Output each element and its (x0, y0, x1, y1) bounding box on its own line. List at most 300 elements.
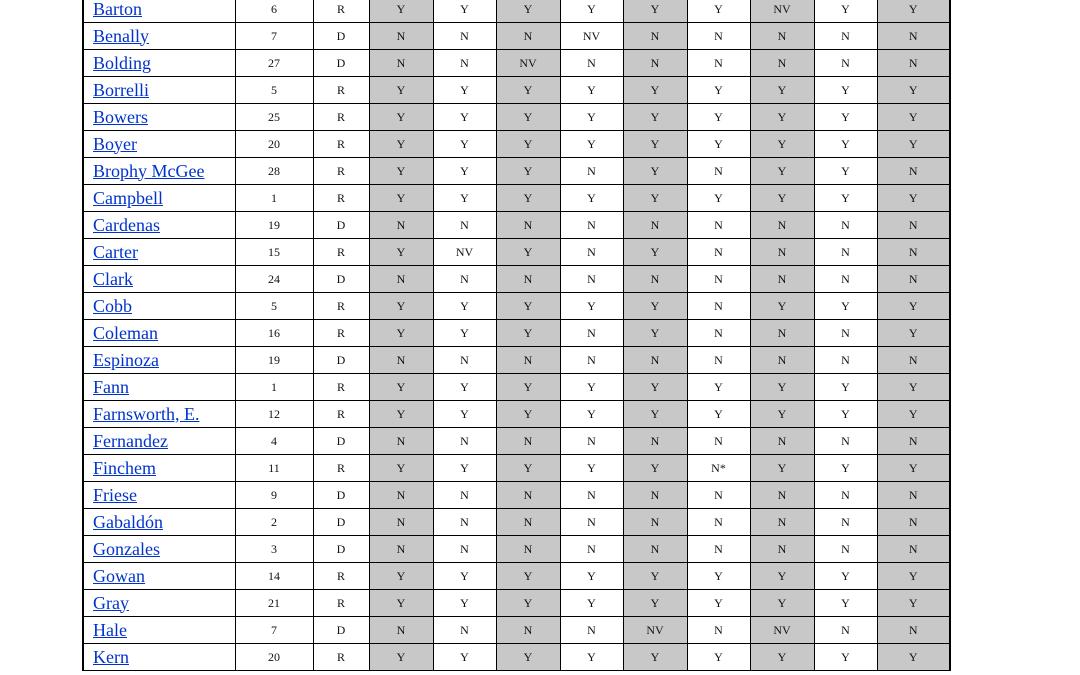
vote-cell: Y (877, 590, 950, 617)
vote-cell: Y (687, 374, 750, 401)
vote-cell: N (623, 266, 687, 293)
vote-cell: N (687, 50, 750, 77)
district-cell: 1 (235, 374, 313, 401)
vote-cell: N (814, 320, 877, 347)
vote-cell: Y (560, 590, 623, 617)
vote-cell: NV (750, 0, 814, 23)
vote-cell: N (560, 158, 623, 185)
party-cell: R (313, 320, 369, 347)
legislator-link[interactable]: Fernandez (93, 430, 168, 451)
vote-cell: Y (623, 293, 687, 320)
vote-cell: N (750, 212, 814, 239)
legislator-name-cell (83, 212, 235, 239)
vote-cell: N (877, 509, 950, 536)
vote-cell: N (560, 509, 623, 536)
table-row (83, 212, 950, 239)
party-cell: R (313, 374, 369, 401)
legislator-name-cell (83, 293, 235, 320)
vote-cell: Y (496, 0, 560, 23)
vote-cell: Y (496, 158, 560, 185)
district-cell: 15 (235, 239, 313, 266)
vote-cell: Y (560, 77, 623, 104)
district-cell: 9 (235, 482, 313, 509)
district-cell: 19 (235, 212, 313, 239)
vote-cell: Y (814, 77, 877, 104)
vote-cell: Y (877, 0, 950, 23)
district-cell: 20 (235, 131, 313, 158)
vote-cell: N (877, 239, 950, 266)
vote-cell: Y (750, 158, 814, 185)
legislator-link[interactable]: Campbell (93, 187, 163, 208)
vote-cell: Y (687, 77, 750, 104)
vote-cell: N (814, 266, 877, 293)
vote-cell: Y (433, 0, 496, 23)
vote-cell: Y (687, 590, 750, 617)
district-cell: 20 (235, 644, 313, 671)
vote-cell: N (750, 50, 814, 77)
district-cell: 7 (235, 23, 313, 50)
vote-cell: N (877, 482, 950, 509)
party-cell: R (313, 104, 369, 131)
table-row (83, 644, 950, 671)
vote-cell: N (623, 509, 687, 536)
legislator-name-cell (83, 158, 235, 185)
vote-cell: Y (433, 320, 496, 347)
vote-cell: Y (623, 239, 687, 266)
vote-cell: N (877, 50, 950, 77)
district-cell: 5 (235, 293, 313, 320)
table-row (83, 590, 950, 617)
legislator-name-cell (83, 104, 235, 131)
vote-cell: Y (623, 644, 687, 671)
district-cell: 5 (235, 77, 313, 104)
legislator-link[interactable]: Carter (93, 241, 138, 262)
vote-cell: Y (433, 590, 496, 617)
vote-cell: Y (433, 455, 496, 482)
vote-cell: N (496, 23, 560, 50)
party-cell: D (313, 23, 369, 50)
party-cell: D (313, 212, 369, 239)
party-cell: R (313, 0, 369, 23)
district-cell: 1 (235, 185, 313, 212)
vote-cell: Y (623, 401, 687, 428)
vote-cell: Y (623, 455, 687, 482)
table-row (83, 293, 950, 320)
vote-cell: N* (687, 455, 750, 482)
vote-cell: Y (623, 77, 687, 104)
vote-cell: NV (560, 23, 623, 50)
vote-cell: N (687, 23, 750, 50)
legislator-link[interactable]: Cobb (93, 295, 133, 316)
district-cell: 12 (235, 401, 313, 428)
legislator-name-cell (83, 455, 235, 482)
vote-cell: Y (369, 0, 433, 23)
legislator-link[interactable]: Bolding (93, 52, 152, 73)
legislator-name-cell (83, 131, 235, 158)
vote-cell: Y (496, 293, 560, 320)
vote-table-body (83, 0, 950, 671)
vote-cell: Y (814, 158, 877, 185)
vote-cell: N (496, 212, 560, 239)
party-cell: R (313, 77, 369, 104)
legislator-link[interactable]: Gowan (93, 565, 145, 586)
party-cell: D (313, 50, 369, 77)
vote-cell: N (623, 50, 687, 77)
vote-cell: Y (623, 374, 687, 401)
legislator-link[interactable]: Farnsworth, E. (93, 403, 200, 424)
vote-cell: N (560, 482, 623, 509)
vote-cell: Y (369, 320, 433, 347)
table-row (83, 0, 950, 23)
vote-cell: Y (560, 104, 623, 131)
table-row (83, 320, 950, 347)
vote-cell: N (750, 428, 814, 455)
vote-cell: N (687, 239, 750, 266)
vote-cell: Y (496, 104, 560, 131)
vote-cell: N (433, 50, 496, 77)
vote-cell: N (496, 428, 560, 455)
legislator-link[interactable]: Finchem (93, 457, 156, 478)
vote-cell: Y (687, 563, 750, 590)
legislator-name-cell (83, 563, 235, 590)
vote-cell: Y (877, 563, 950, 590)
district-cell: 14 (235, 563, 313, 590)
legislator-name-cell (83, 617, 235, 644)
vote-record-table (82, 0, 951, 671)
district-cell: 27 (235, 50, 313, 77)
vote-cell: Y (496, 131, 560, 158)
vote-cell: N (496, 347, 560, 374)
vote-cell: Y (750, 455, 814, 482)
legislator-link[interactable]: Benally (93, 25, 149, 46)
vote-cell: Y (623, 590, 687, 617)
legislator-link[interactable]: Hale (93, 619, 127, 640)
vote-cell: N (687, 212, 750, 239)
legislator-link[interactable]: Espinoza (93, 349, 159, 370)
vote-cell: Y (496, 185, 560, 212)
vote-cell: N (623, 23, 687, 50)
vote-cell: N (369, 212, 433, 239)
vote-cell: Y (369, 590, 433, 617)
legislator-name-cell (83, 23, 235, 50)
district-cell: 7 (235, 617, 313, 644)
vote-cell: Y (814, 0, 877, 23)
vote-cell: N (369, 509, 433, 536)
table-row (83, 428, 950, 455)
vote-cell: N (433, 509, 496, 536)
legislator-name-cell (83, 590, 235, 617)
vote-cell: N (623, 212, 687, 239)
vote-cell: N (687, 158, 750, 185)
vote-cell: N (369, 50, 433, 77)
vote-cell: N (687, 320, 750, 347)
vote-cell: N (560, 266, 623, 293)
vote-cell: N (687, 536, 750, 563)
vote-cell: Y (496, 239, 560, 266)
legislator-name-cell (83, 320, 235, 347)
vote-cell: N (369, 428, 433, 455)
vote-cell: Y (433, 293, 496, 320)
legislator-name-cell (83, 536, 235, 563)
vote-cell: N (560, 320, 623, 347)
district-cell: 11 (235, 455, 313, 482)
vote-cell: Y (814, 185, 877, 212)
table-row (83, 401, 950, 428)
vote-cell: Y (623, 185, 687, 212)
vote-cell: Y (623, 563, 687, 590)
vote-cell: Y (623, 158, 687, 185)
legislator-name-cell (83, 482, 235, 509)
vote-cell: N (877, 536, 950, 563)
vote-cell: Y (814, 293, 877, 320)
legislator-link[interactable]: Kern (93, 646, 129, 667)
party-cell: D (313, 617, 369, 644)
vote-cell: N (687, 509, 750, 536)
legislator-link[interactable]: Cardenas (93, 214, 160, 235)
vote-cell: Y (877, 401, 950, 428)
vote-cell: Y (560, 563, 623, 590)
vote-cell: Y (560, 185, 623, 212)
district-cell: 4 (235, 428, 313, 455)
legislator-link[interactable]: Boyer (93, 133, 137, 154)
vote-cell: N (433, 482, 496, 509)
vote-cell: N (877, 158, 950, 185)
legislator-link[interactable]: Friese (93, 484, 137, 505)
legislator-name-cell (83, 239, 235, 266)
vote-cell: NV (750, 617, 814, 644)
vote-cell: N (877, 617, 950, 644)
vote-cell: Y (877, 455, 950, 482)
party-cell: R (313, 455, 369, 482)
vote-cell: Y (687, 185, 750, 212)
legislator-link[interactable]: Bowers (93, 106, 148, 127)
vote-cell: N (750, 239, 814, 266)
vote-cell: Y (687, 644, 750, 671)
table-row (83, 374, 950, 401)
vote-cell: Y (750, 77, 814, 104)
table-row (83, 509, 950, 536)
legislator-name-cell (83, 374, 235, 401)
vote-cell: Y (369, 455, 433, 482)
vote-cell: Y (560, 293, 623, 320)
vote-cell: Y (433, 401, 496, 428)
vote-cell: Y (623, 320, 687, 347)
vote-cell: N (433, 536, 496, 563)
legislator-link[interactable]: Clark (93, 268, 133, 289)
vote-cell: N (750, 536, 814, 563)
legislator-name-cell (83, 185, 235, 212)
table-row (83, 158, 950, 185)
vote-cell: Y (750, 590, 814, 617)
legislator-link[interactable]: Coleman (93, 322, 158, 343)
legislator-link[interactable]: Gonzales (93, 538, 160, 559)
district-cell: 24 (235, 266, 313, 293)
party-cell: R (313, 185, 369, 212)
vote-cell: N (750, 347, 814, 374)
vote-cell: NV (433, 239, 496, 266)
vote-cell: N (750, 23, 814, 50)
vote-cell: N (687, 617, 750, 644)
vote-cell: N (814, 536, 877, 563)
vote-cell: Y (369, 563, 433, 590)
vote-cell: N (877, 347, 950, 374)
table-row (83, 536, 950, 563)
vote-cell: N (369, 347, 433, 374)
party-cell: D (313, 509, 369, 536)
vote-cell: Y (369, 374, 433, 401)
party-cell: R (313, 590, 369, 617)
vote-cell: Y (369, 239, 433, 266)
vote-cell: N (623, 347, 687, 374)
party-cell: R (313, 158, 369, 185)
legislator-link[interactable]: Fann (93, 376, 129, 397)
vote-cell: N (877, 212, 950, 239)
vote-cell: Y (496, 563, 560, 590)
vote-cell: N (496, 509, 560, 536)
vote-cell: N (687, 347, 750, 374)
vote-cell: N (560, 239, 623, 266)
legislator-name-cell (83, 77, 235, 104)
vote-cell: NV (496, 50, 560, 77)
legislator-name-cell (83, 428, 235, 455)
vote-cell: Y (814, 563, 877, 590)
vote-cell: Y (433, 185, 496, 212)
district-cell: 21 (235, 590, 313, 617)
vote-cell: Y (687, 131, 750, 158)
vote-cell: N (877, 428, 950, 455)
vote-cell: Y (814, 590, 877, 617)
vote-cell: N (814, 50, 877, 77)
legislator-link[interactable]: Borrelli (93, 79, 149, 100)
vote-cell: Y (433, 131, 496, 158)
vote-cell: N (750, 320, 814, 347)
vote-cell: Y (750, 185, 814, 212)
vote-cell: Y (369, 131, 433, 158)
vote-cell: Y (750, 374, 814, 401)
vote-cell: N (687, 428, 750, 455)
vote-cell: N (814, 347, 877, 374)
vote-cell: N (369, 617, 433, 644)
vote-cell: Y (496, 320, 560, 347)
table-row (83, 563, 950, 590)
vote-cell: Y (750, 104, 814, 131)
party-cell: R (313, 563, 369, 590)
table-row (83, 50, 950, 77)
table-row (83, 347, 950, 374)
legislator-name-cell (83, 509, 235, 536)
vote-cell: Y (433, 104, 496, 131)
vote-cell: N (560, 50, 623, 77)
legislator-link[interactable]: Gabaldón (93, 511, 163, 532)
vote-cell: N (623, 536, 687, 563)
vote-cell: Y (814, 104, 877, 131)
legislator-name-cell (83, 401, 235, 428)
vote-cell: Y (433, 77, 496, 104)
vote-cell: N (369, 536, 433, 563)
vote-cell: Y (369, 185, 433, 212)
legislator-name-cell (83, 644, 235, 671)
vote-cell: N (814, 239, 877, 266)
vote-cell: N (750, 266, 814, 293)
vote-cell: Y (750, 293, 814, 320)
table-row (83, 185, 950, 212)
vote-cell: Y (623, 0, 687, 23)
vote-cell: Y (496, 77, 560, 104)
district-cell: 25 (235, 104, 313, 131)
vote-cell: N (687, 482, 750, 509)
vote-cell: Y (750, 563, 814, 590)
legislator-name-cell (83, 347, 235, 374)
vote-cell: Y (814, 455, 877, 482)
district-cell: 28 (235, 158, 313, 185)
vote-cell: N (877, 266, 950, 293)
table-row (83, 104, 950, 131)
legislator-link[interactable]: Gray (93, 592, 129, 613)
vote-cell: Y (433, 644, 496, 671)
vote-cell: Y (814, 131, 877, 158)
vote-cell: Y (877, 185, 950, 212)
vote-cell: Y (877, 320, 950, 347)
vote-cell: N (433, 266, 496, 293)
vote-cell: N (496, 536, 560, 563)
vote-cell: Y (623, 131, 687, 158)
vote-cell: Y (877, 104, 950, 131)
district-cell: 6 (235, 0, 313, 23)
vote-cell: N (814, 212, 877, 239)
party-cell: R (313, 401, 369, 428)
vote-cell: N (814, 617, 877, 644)
vote-cell: Y (369, 104, 433, 131)
vote-cell: Y (433, 374, 496, 401)
vote-cell: N (560, 617, 623, 644)
district-cell: 2 (235, 509, 313, 536)
vote-cell: N (687, 293, 750, 320)
vote-cell: Y (877, 131, 950, 158)
table-row (83, 239, 950, 266)
vote-cell: Y (496, 644, 560, 671)
legislator-name-cell (83, 50, 235, 77)
legislator-link[interactable]: Barton (93, 0, 142, 19)
vote-cell: Y (750, 131, 814, 158)
district-cell: 3 (235, 536, 313, 563)
vote-cell: N (433, 617, 496, 644)
legislator-link[interactable]: Brophy McGee (93, 160, 205, 181)
vote-cell: Y (369, 77, 433, 104)
vote-cell: N (814, 23, 877, 50)
vote-cell: N (750, 509, 814, 536)
vote-cell: Y (369, 293, 433, 320)
vote-cell: Y (433, 158, 496, 185)
district-cell: 19 (235, 347, 313, 374)
party-cell: R (313, 644, 369, 671)
vote-cell: N (687, 266, 750, 293)
table-row (83, 455, 950, 482)
legislator-name-cell (83, 266, 235, 293)
vote-cell: N (433, 23, 496, 50)
vote-cell: Y (560, 401, 623, 428)
vote-cell: Y (560, 0, 623, 23)
vote-cell: Y (560, 374, 623, 401)
vote-cell: N (433, 347, 496, 374)
vote-cell: N (623, 482, 687, 509)
party-cell: D (313, 347, 369, 374)
vote-cell: N (496, 266, 560, 293)
vote-cell: N (560, 212, 623, 239)
vote-cell: N (369, 266, 433, 293)
legislator-name-cell (83, 0, 235, 23)
vote-cell: Y (687, 0, 750, 23)
table-row (83, 617, 950, 644)
